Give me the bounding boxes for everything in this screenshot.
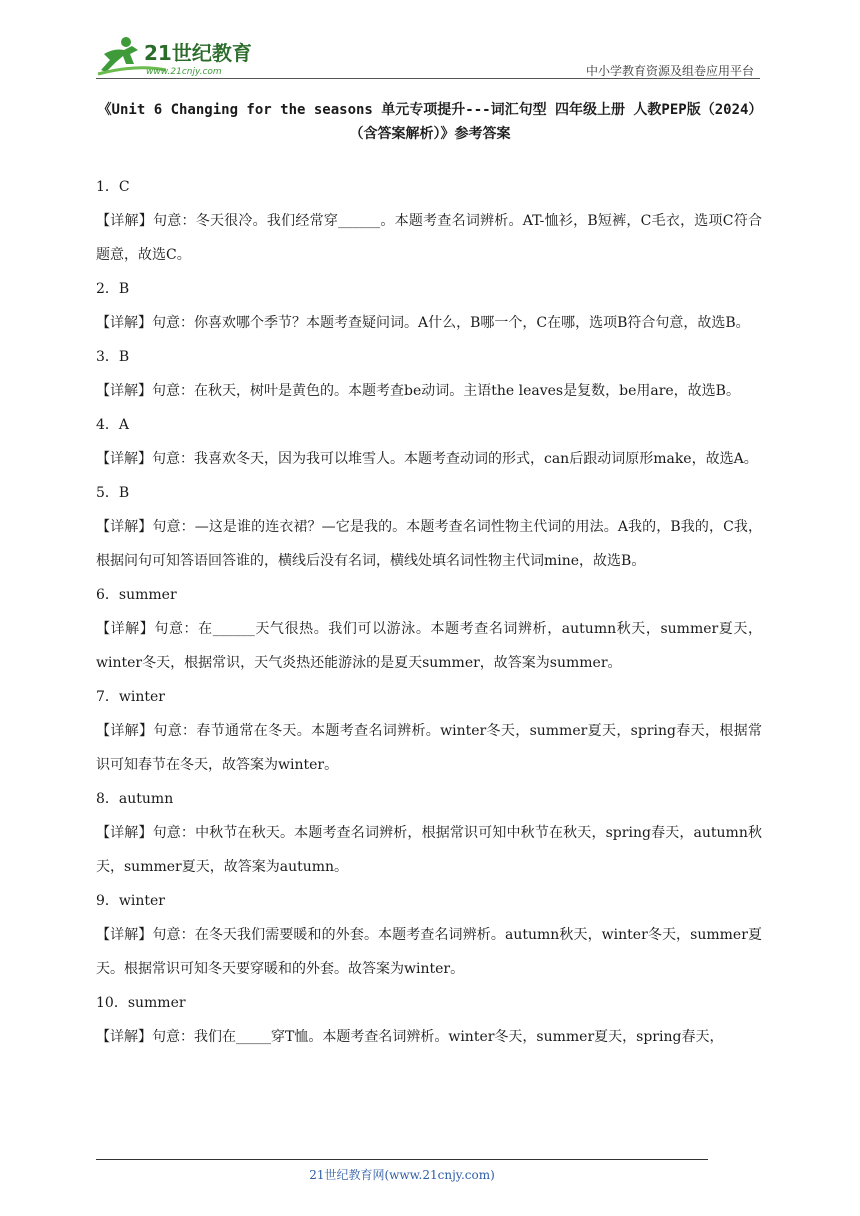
answer-item xyxy=(96,476,762,578)
answer-key: 3．B xyxy=(96,349,130,365)
answer-key: 10．summer xyxy=(96,995,186,1011)
logo xyxy=(96,34,266,78)
answer-item xyxy=(96,986,762,1054)
platform-name: 中小学教育资源及组卷应用平台 xyxy=(585,64,754,78)
answer-key: 2．B xyxy=(96,281,130,297)
answer-key: 5．B xyxy=(96,485,130,501)
answer-key: 8．autumn xyxy=(96,791,174,807)
answer-explanation: 【详解】句意：我们在_____穿T恤。本题考查名词辨析。winter冬天，summer夏天，spring春天， xyxy=(96,1029,724,1045)
page-header xyxy=(96,34,760,80)
answer-explanation: 【详解】句意：在秋天，树叶是黄色的。本题考查be动词。主语the leaves是复数，be用are，故选B。 xyxy=(96,383,740,399)
answer-item xyxy=(96,170,762,272)
title-line-2: （含答案解析）》参考答案 xyxy=(349,126,511,142)
answer-item xyxy=(96,680,762,782)
answer-item xyxy=(96,782,762,884)
answer-item xyxy=(96,272,762,340)
answer-item xyxy=(96,884,762,986)
title-line-1: 《Unit 6 Changing for the seasons 单元专项提升---词汇句型 四年级上册 人教PEP版（2024） xyxy=(97,102,763,118)
answer-item xyxy=(96,408,762,476)
svg-text:21世纪教育: 21世纪教育 xyxy=(144,41,252,65)
answer-key: 9．winter xyxy=(96,893,165,909)
answer-explanation: 【详解】句意：在______天气很热。我们可以游泳。本题考查名词辨析，autumn秋天，summer夏天，winter冬天，根据常识，天气炎热还能游泳的是夏天summer，故答案为summer。 xyxy=(96,621,762,671)
runner-logo-icon xyxy=(96,34,266,78)
answer-item xyxy=(96,340,762,408)
answer-explanation: 【详解】句意：春节通常在冬天。本题考查名词辨析。winter冬天，summer夏天，spring春天，根据常识可知春节在冬天，故答案为winter。 xyxy=(96,723,762,773)
answer-explanation: 【详解】句意：你喜欢哪个季节？本题考查疑问词。A什么，B哪一个，C在哪，选项B符合句意，故选B。 xyxy=(96,315,750,331)
answer-explanation: 【详解】句意：在冬天我们需要暖和的外套。本题考查名词辨析。autumn秋天，winter冬天，summer夏天。根据常识可知冬天要穿暖和的外套。故答案为winter。 xyxy=(96,927,762,977)
header-divider xyxy=(96,78,760,79)
answer-explanation: 【详解】句意：中秋节在秋天。本题考查名词辨析，根据常识可知中秋节在秋天，spring春天，autumn秋天，summer夏天，故答案为autumn。 xyxy=(96,825,762,875)
answer-key: 7．winter xyxy=(96,689,165,705)
answer-explanation: 【详解】句意：冬天很冷。我们经常穿______。本题考查名词辨析。AT-恤衫，B短裤，C毛衣，选项C符合题意，故选C。 xyxy=(96,213,762,263)
answer-item xyxy=(96,578,762,680)
footer-link[interactable]: 21世纪教育网(www.21cnjy.com) xyxy=(309,1168,495,1182)
answer-explanation: 【详解】句意：—这是谁的连衣裙？—它是我的。本题考查名词性物主代词的用法。A我的，B我的，C我，根据问句可知答语回答谁的，横线后没有名词，横线处填名词性物主代词mine，故选B。 xyxy=(96,519,762,569)
answer-key: 6．summer xyxy=(96,587,177,603)
footer-divider xyxy=(96,1159,708,1160)
answer-key: 4．A xyxy=(96,417,130,433)
answer-list xyxy=(96,170,762,1054)
answer-key: 1．C xyxy=(96,179,130,195)
answer-explanation: 【详解】句意：我喜欢冬天，因为我可以堆雪人。本题考查动词的形式，can后跟动词原形make，故选A。 xyxy=(96,451,758,467)
svg-text:www.21cnjy.com: www.21cnjy.com xyxy=(146,67,222,77)
document-title xyxy=(96,98,764,146)
